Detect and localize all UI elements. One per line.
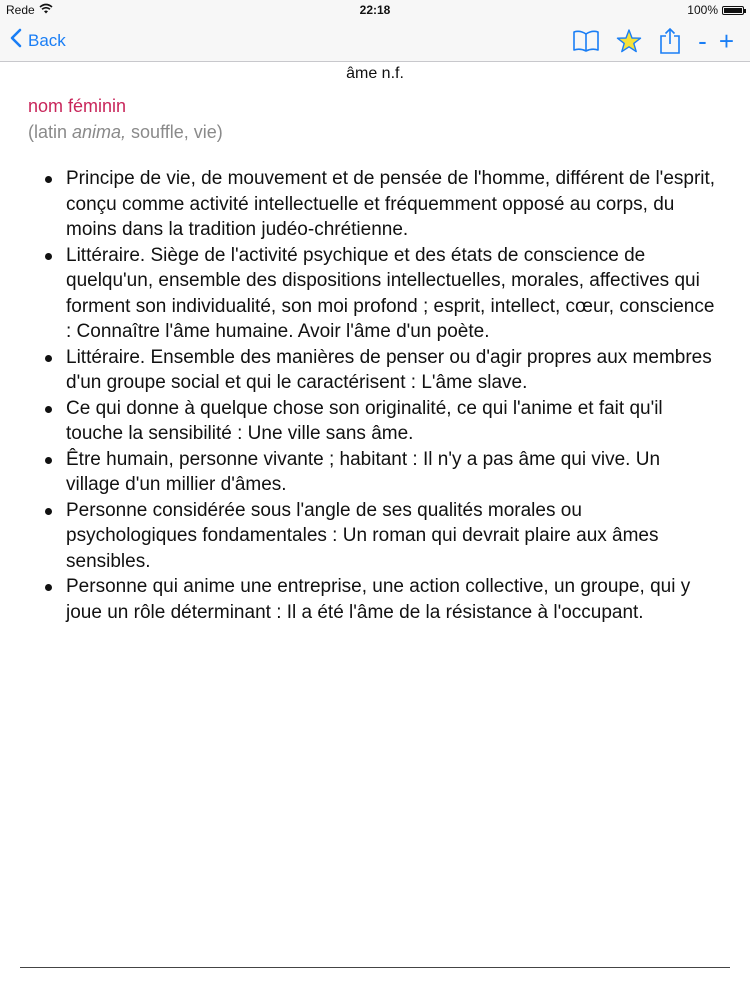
headword: âme n.f. xyxy=(346,65,404,82)
etymology-rest: souffle, vie) xyxy=(126,122,223,142)
back-label: Back xyxy=(28,30,66,50)
status-time: 22:18 xyxy=(359,3,391,17)
etymology-open: (latin xyxy=(28,122,73,142)
definition-item: Personne considérée sous l'angle de ses qualités morales ou psychologiques fondamentales : Un roman qui devrait plaire aux âmes sensibles. xyxy=(66,498,718,575)
bottom-divider xyxy=(20,967,730,968)
definition-item: Littéraire. Siège de l'activité psychique et des états de conscience de quelqu'un, ensemble des dispositions intellectuelles, morales, affectives qui forment son individualité, son moi profond ; esprit, intellect, cœur, conscience : Connaître l'âme humaine. Avoir l'âme d'un poète. xyxy=(66,243,718,345)
status-bar xyxy=(0,0,750,20)
grammar-label: nom féminin xyxy=(28,96,127,116)
definition-item: Littéraire. Ensemble des manières de penser ou d'agir propres aux membres d'un groupe social et qui le caractérisent : L'âme slave. xyxy=(66,345,718,396)
navigation-bar xyxy=(0,20,750,62)
back-button[interactable] xyxy=(10,28,66,53)
increase-font-button[interactable]: + xyxy=(718,26,734,56)
definition-list xyxy=(28,166,718,625)
font-size-controls xyxy=(698,28,734,54)
definition-item: Ce qui donne à quelque chose son originalité, ce qui l'anime et fait qu'il touche la sensibilité : Une ville sans âme. xyxy=(66,396,718,447)
etymology xyxy=(28,122,223,143)
nav-toolbar xyxy=(572,27,734,55)
book-icon[interactable] xyxy=(572,29,600,53)
decrease-font-button[interactable]: - xyxy=(698,26,707,56)
chevron-left-icon xyxy=(10,28,22,53)
share-icon[interactable] xyxy=(658,27,682,55)
carrier-label: Rede xyxy=(6,3,35,17)
definition-item: Personne qui anime une entreprise, une action collective, un groupe, qui y joue un rôle déterminant : Il a été l'âme de la résistance à l'occupant. xyxy=(66,574,718,625)
star-icon[interactable] xyxy=(616,28,642,54)
definition-item: Principe de vie, de mouvement et de pensée de l'homme, différent de l'esprit, conçu comme activité intellectuelle et fréquemment opposé au corps, du moins dans la tradition judéo-chrétienne. xyxy=(66,166,718,243)
etymology-origin-word: anima, xyxy=(72,122,127,142)
definition-item: Être humain, personne vivante ; habitant : Il n'y a pas âme qui vive. Un village d'un millier d'âmes. xyxy=(66,447,718,498)
battery-icon xyxy=(722,6,744,15)
battery-percent: 100% xyxy=(687,3,718,17)
status-right xyxy=(687,3,744,17)
